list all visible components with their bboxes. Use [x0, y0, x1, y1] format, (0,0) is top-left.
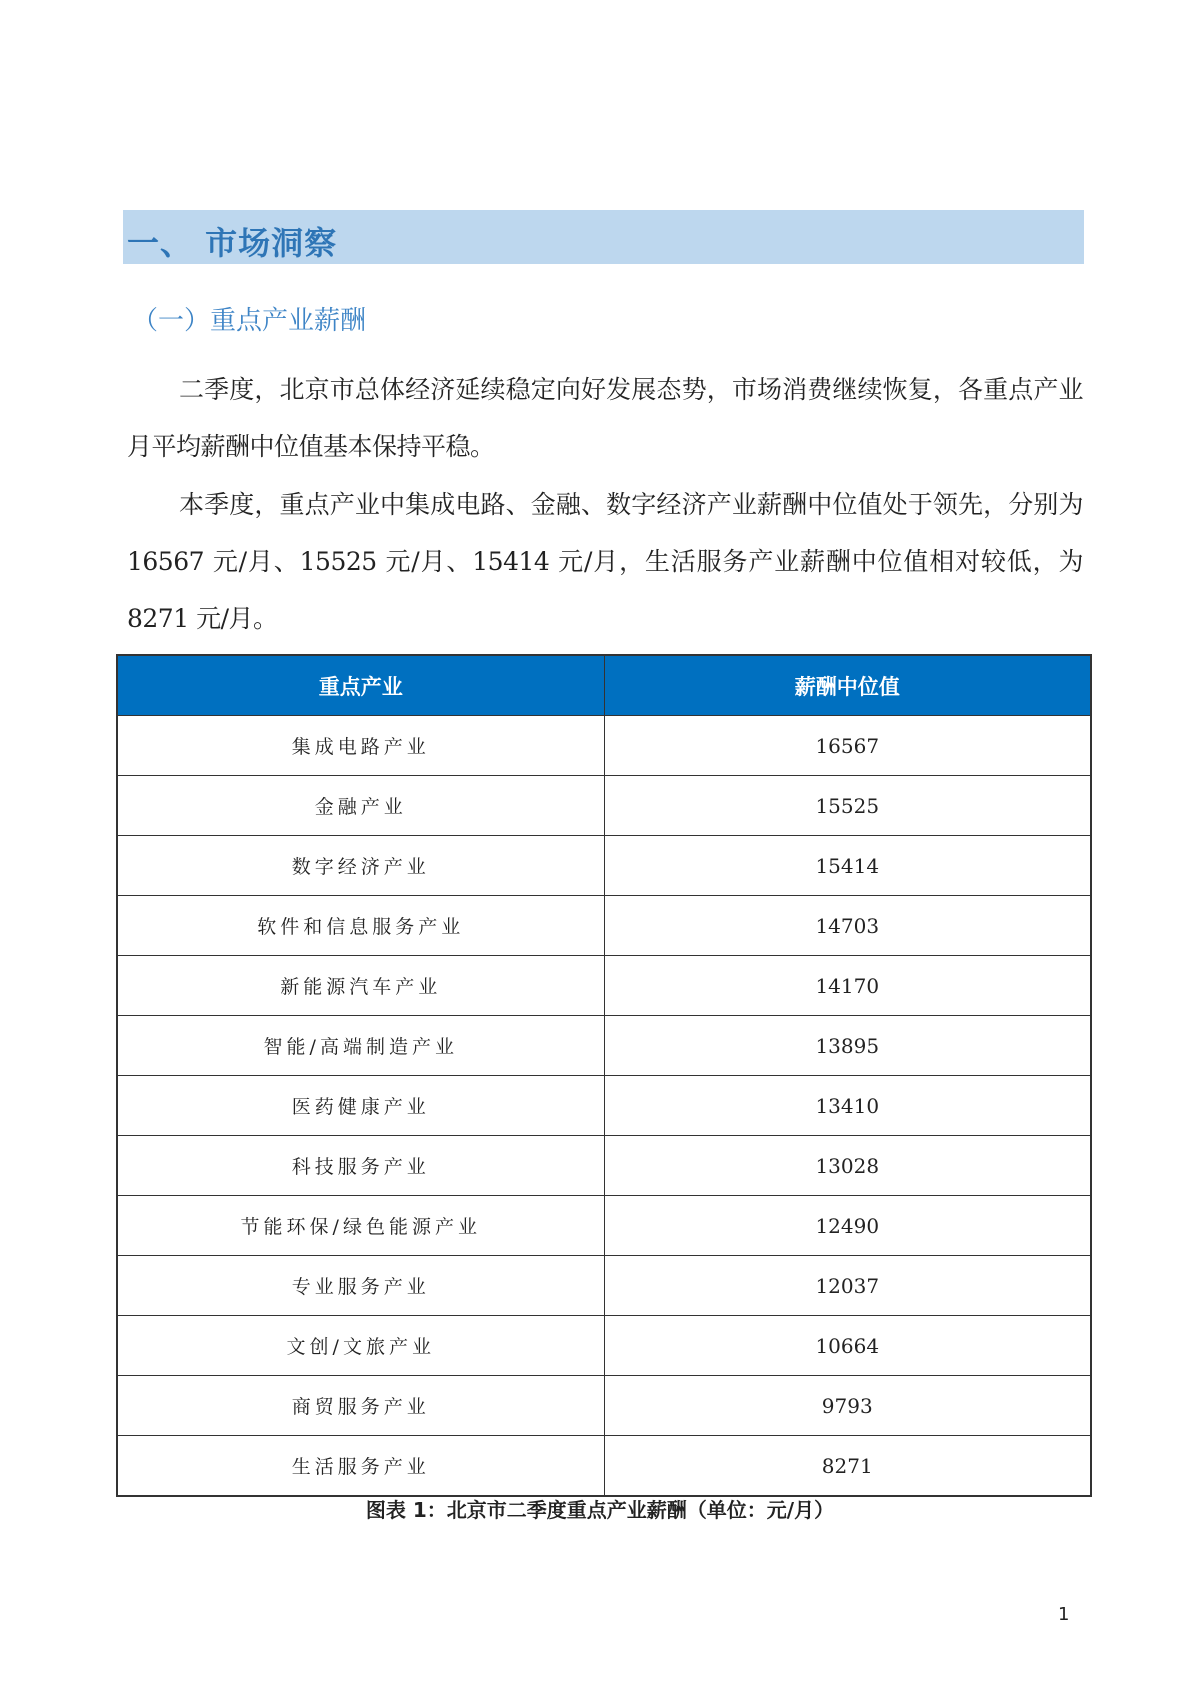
industry-name: 医药健康产业 [117, 1076, 604, 1136]
salary-table [116, 654, 1092, 1497]
industry-name: 集成电路产业 [117, 716, 604, 776]
table-row [117, 1316, 1091, 1376]
median-salary: 12037 [604, 1256, 1091, 1316]
page-number: 1 [1058, 1604, 1070, 1625]
median-salary: 12490 [604, 1196, 1091, 1256]
table-header-row [117, 655, 1091, 716]
table-row [117, 1016, 1091, 1076]
median-salary: 13028 [604, 1136, 1091, 1196]
industry-name: 科技服务产业 [117, 1136, 604, 1196]
industry-name: 生活服务产业 [117, 1436, 604, 1497]
industry-name: 软件和信息服务产业 [117, 896, 604, 956]
industry-name: 智能/高端制造产业 [117, 1016, 604, 1076]
paragraph-2: 本季度，重点产业中集成电路、金融、数字经济产业薪酬中位值处于领先，分别为 16567 元/月、15525 元/月、15414 元/月，生活服务产业薪酬中位值相对较低，为 8271 元/月。 [127, 490, 1083, 633]
subsection-heading: （一）重点产业薪酬 [132, 306, 367, 336]
median-salary: 14170 [604, 956, 1091, 1016]
table-row [117, 896, 1091, 956]
median-salary: 15525 [604, 776, 1091, 836]
median-salary: 15414 [604, 836, 1091, 896]
table-row [117, 956, 1091, 1016]
table-row [117, 1196, 1091, 1256]
table-row [117, 836, 1091, 896]
median-salary: 13410 [604, 1076, 1091, 1136]
industry-name: 商贸服务产业 [117, 1376, 604, 1436]
header-median-salary: 薪酬中位值 [604, 655, 1091, 716]
table-row [117, 1256, 1091, 1316]
table-row [117, 1376, 1091, 1436]
section-heading: 一、 市场洞察 [127, 224, 338, 262]
table-row [117, 1136, 1091, 1196]
section-heading-bar [123, 210, 1084, 264]
table-row [117, 1436, 1091, 1497]
industry-name: 节能环保/绿色能源产业 [117, 1196, 604, 1256]
paragraph-1: 二季度，北京市总体经济延续稳定向好发展态势，市场消费继续恢复，各重点产业月平均薪酬中位值基本保持平稳。 [127, 375, 1083, 461]
industry-name: 数字经济产业 [117, 836, 604, 896]
median-salary: 13895 [604, 1016, 1091, 1076]
median-salary: 8271 [604, 1436, 1091, 1497]
median-salary: 10664 [604, 1316, 1091, 1376]
industry-name: 新能源汽车产业 [117, 956, 604, 1016]
industry-name: 文创/文旅产业 [117, 1316, 604, 1376]
median-salary: 14703 [604, 896, 1091, 956]
table-caption: 图表 1：北京市二季度重点产业薪酬（单位：元/月） [365, 1498, 835, 1522]
industry-name: 专业服务产业 [117, 1256, 604, 1316]
table-row [117, 776, 1091, 836]
table-row [117, 716, 1091, 776]
median-salary: 9793 [604, 1376, 1091, 1436]
table-row [117, 1076, 1091, 1136]
industry-name: 金融产业 [117, 776, 604, 836]
median-salary: 16567 [604, 716, 1091, 776]
header-industry: 重点产业 [117, 655, 604, 716]
